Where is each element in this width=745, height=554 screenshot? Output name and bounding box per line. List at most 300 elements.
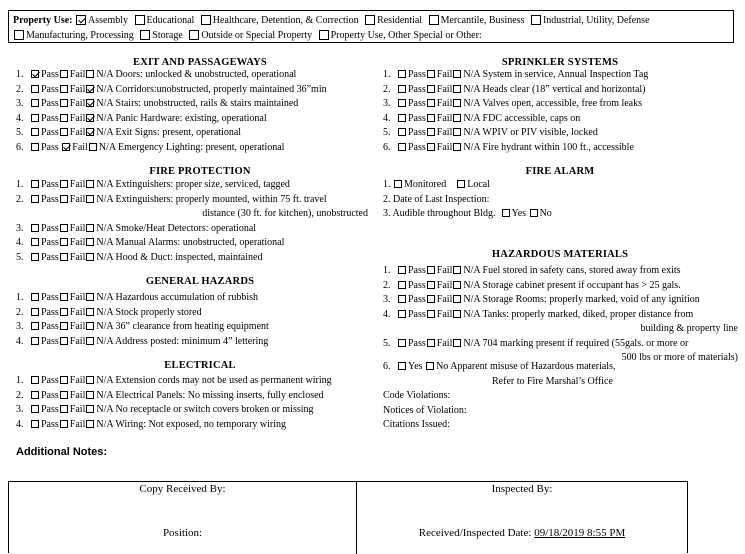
fail-checkbox[interactable] (427, 128, 435, 136)
item-number: 3. (16, 321, 24, 332)
na-checkbox[interactable] (86, 322, 94, 330)
sprinkler-row (383, 126, 648, 141)
item-number: 2. (383, 83, 391, 95)
item-number: 4. (16, 335, 24, 347)
pass-label: Pass (408, 141, 426, 153)
sprinkler-row (383, 141, 648, 156)
property-use-option-label: Mercantile, Business (440, 15, 525, 26)
fail-label: Fail (69, 251, 86, 263)
pass-checkbox[interactable] (398, 114, 406, 122)
fire-alarm-row-3 (383, 207, 552, 222)
exit-item-text: Doors: unlocked & unobstructed, operational (115, 69, 297, 80)
fail-checkbox[interactable] (427, 266, 435, 274)
pass-label: Pass (408, 83, 426, 95)
fail-checkbox[interactable] (60, 405, 68, 413)
item-number: 6. (383, 141, 391, 153)
item-number: 5. (383, 337, 391, 349)
pass-checkbox[interactable] (31, 293, 39, 301)
sprinkler-row (383, 97, 648, 112)
pass-checkbox[interactable] (31, 128, 39, 136)
na-label: N/A (96, 69, 114, 80)
na-label: N/A (463, 265, 481, 276)
item-number: 5. (16, 251, 24, 263)
hazmat-item-text: Storage Rooms: properly marked, void of any ignition (482, 294, 700, 305)
fail-checkbox[interactable] (60, 180, 68, 188)
sprinkler-list (383, 68, 648, 155)
fire-protection-item-text: Extinguishers: proper size, serviced, tagged (115, 179, 290, 190)
pass-label: Pass (41, 69, 59, 80)
fail-checkbox[interactable] (60, 224, 68, 232)
general-hazards-row (16, 335, 269, 350)
general-hazards-item-text: 36” clearance from heating equipment (115, 321, 269, 332)
fail-checkbox[interactable] (60, 238, 68, 246)
fail-checkbox[interactable] (427, 295, 435, 303)
pass-label: Pass (41, 237, 59, 248)
audible-label: 3. Audible throughout Bldg. (383, 208, 496, 219)
na-checkbox[interactable] (453, 114, 461, 122)
item-number: 3. (383, 294, 391, 305)
hazmat-list (383, 264, 738, 366)
electrical-row (16, 389, 332, 404)
hazmat-row-continued (383, 322, 738, 337)
general-hazards-row (16, 320, 269, 335)
fail-checkbox[interactable] (60, 337, 68, 345)
pass-label: Pass (408, 98, 426, 109)
property-use-option-label: Educational (146, 15, 195, 26)
na-label: N/A (463, 127, 481, 138)
hazmat-title: HAZARDOUS MATERIALS (491, 249, 629, 260)
exit-item-text: Corridors:unobstructed, properly maintained 36”min (115, 83, 327, 95)
na-label: N/A (96, 222, 114, 234)
fail-label: Fail (436, 98, 453, 109)
property-use-option (530, 15, 650, 26)
item-number: 1. (16, 375, 24, 386)
na-label: N/A (96, 306, 114, 318)
signature-right-cell (357, 482, 687, 554)
signature-table (8, 481, 688, 553)
na-label: N/A (463, 308, 481, 320)
fail-label: Fail (436, 279, 453, 291)
property-use-option (134, 15, 195, 26)
audible-yes-label: Yes (511, 208, 527, 219)
pass-checkbox[interactable] (31, 376, 39, 384)
electrical-item-text: No receptacle or switch covers broken or missing (115, 404, 314, 415)
property-use-checkbox[interactable] (201, 15, 211, 25)
exit-item-text: Emergency Lighting: present, operational (118, 141, 285, 153)
exit-item-text: Exit Signs: present, operational (115, 127, 242, 138)
misuse-text: Apparent misuse of Hazardous materials, (450, 361, 616, 372)
fail-label: Fail (69, 193, 86, 205)
item-number: 2. (383, 279, 391, 291)
pass-label: Pass (408, 69, 426, 80)
position-label: Position: (162, 527, 203, 539)
na-label: N/A (463, 337, 481, 349)
fail-label: Fail (69, 179, 86, 190)
pass-label: Pass (41, 83, 59, 95)
fail-checkbox[interactable] (60, 308, 68, 316)
fail-checkbox[interactable] (60, 420, 68, 428)
na-label: N/A (463, 141, 481, 153)
pass-checkbox[interactable] (398, 266, 406, 274)
na-checkbox[interactable] (86, 85, 94, 93)
fail-checkbox[interactable] (60, 322, 68, 330)
fire-protection-row (16, 222, 368, 237)
item-number: 1. (383, 179, 391, 190)
na-label: N/A (96, 98, 114, 109)
fail-checkbox[interactable] (60, 114, 68, 122)
hazmat-row (383, 293, 738, 308)
na-checkbox[interactable] (89, 143, 97, 151)
item-number: 1. (383, 69, 391, 80)
na-label: N/A (96, 127, 114, 138)
na-checkbox[interactable] (86, 224, 94, 232)
pass-checkbox[interactable] (31, 143, 39, 151)
na-checkbox[interactable] (453, 310, 461, 318)
fail-checkbox[interactable] (427, 85, 435, 93)
sprinkler-item-text: System in service, Annual Inspection Tag (482, 69, 649, 80)
pass-label: Pass (41, 375, 59, 386)
local-checkbox[interactable] (457, 180, 465, 188)
fire-protection-item-text-2: distance (30 ft. for kitchen), unobstructed (202, 208, 368, 219)
item-number: 6. (383, 361, 391, 372)
na-checkbox[interactable] (86, 420, 94, 428)
pass-checkbox[interactable] (31, 114, 39, 122)
hazmat-row (383, 337, 738, 352)
fail-label: Fail (69, 98, 86, 109)
na-checkbox[interactable] (86, 238, 94, 246)
monitored-checkbox[interactable] (394, 180, 402, 188)
item-number: 2. (16, 83, 24, 95)
fail-checkbox[interactable] (60, 253, 68, 261)
na-checkbox[interactable] (86, 391, 94, 399)
pass-checkbox[interactable] (31, 308, 39, 316)
na-checkbox[interactable] (86, 337, 94, 345)
pass-checkbox[interactable] (31, 391, 39, 399)
pass-checkbox[interactable] (31, 405, 39, 413)
na-checkbox[interactable] (86, 114, 94, 122)
exit-row (16, 112, 327, 127)
pass-checkbox[interactable] (31, 180, 39, 188)
fail-checkbox[interactable] (60, 376, 68, 384)
electrical-item-text: Wiring: Not exposed, no temporary wiring (115, 418, 287, 430)
hazmat-item-6 (383, 360, 738, 389)
fail-label: Fail (69, 237, 86, 248)
pass-label: Pass (41, 251, 59, 263)
fail-checkbox[interactable] (62, 143, 70, 151)
fail-checkbox[interactable] (60, 99, 68, 107)
fail-checkbox[interactable] (427, 310, 435, 318)
code-violations-label: Code Violations: (383, 390, 451, 401)
fire-protection-item-text: Manual Alarms: unobstructed, operational (115, 237, 285, 248)
inspection-date-row (357, 527, 687, 539)
pass-label: Pass (41, 335, 59, 347)
na-checkbox[interactable] (86, 70, 94, 78)
property-use-option-label: Property Use, Other Special or Other: (330, 30, 482, 41)
pass-label: Pass (41, 222, 59, 234)
fail-label: Fail (436, 69, 453, 80)
na-checkbox[interactable] (453, 339, 461, 347)
additional-notes-label: Additional Notes: (16, 446, 108, 458)
fail-label: Fail (69, 335, 86, 347)
fail-checkbox[interactable] (60, 391, 68, 399)
na-label: N/A (96, 83, 114, 95)
pass-label: Pass (408, 112, 426, 124)
exit-row (16, 83, 327, 98)
fire-protection-row (16, 251, 368, 266)
exit-row (16, 68, 327, 83)
pass-checkbox[interactable] (398, 85, 406, 93)
violations-block (383, 389, 467, 433)
pass-checkbox[interactable] (31, 70, 39, 78)
pass-label: Pass (41, 179, 59, 190)
general-hazards-row (16, 306, 269, 321)
item-number: 2. (16, 389, 24, 401)
pass-checkbox[interactable] (398, 339, 406, 347)
fail-checkbox[interactable] (427, 339, 435, 347)
pass-label: Pass (408, 337, 426, 349)
fail-checkbox[interactable] (427, 99, 435, 107)
pass-checkbox[interactable] (31, 99, 39, 107)
item-number: 2. (16, 193, 24, 205)
na-label: N/A (96, 112, 114, 124)
property-use-option (139, 30, 183, 41)
citations-issued-label: Citations Issued: (383, 419, 450, 430)
fail-label: Fail (436, 337, 453, 349)
fire-alarm-block (383, 178, 552, 222)
pass-checkbox[interactable] (31, 195, 39, 203)
pass-checkbox[interactable] (31, 224, 39, 232)
pass-label: Pass (41, 418, 59, 430)
pass-checkbox[interactable] (398, 281, 406, 289)
hazmat-item-text: Tanks: properly marked, diked, proper distance from (482, 308, 694, 320)
na-label: N/A (96, 389, 114, 401)
item-number: 4. (16, 237, 24, 248)
hazmat-item-text: Fuel stored in safety cans, stored away from exits (482, 265, 681, 276)
na-checkbox[interactable] (453, 266, 461, 274)
hazmat-item-text: 704 marking present if required (55gals. or more or (482, 337, 689, 349)
na-checkbox[interactable] (453, 85, 461, 93)
fail-label: Fail (69, 306, 86, 318)
na-label: N/A (463, 279, 481, 291)
property-use-checkbox[interactable] (135, 15, 145, 25)
item-number: 1. (16, 292, 24, 303)
property-use-option (364, 15, 422, 26)
property-use-checkbox[interactable] (189, 30, 199, 40)
sprinkler-row (383, 68, 648, 83)
inspection-date-value: 09/18/2019 8:55 PM (534, 527, 626, 539)
property-use-option (318, 30, 482, 41)
fire-protection-row (16, 193, 368, 208)
pass-label: Pass (41, 98, 59, 109)
pass-checkbox[interactable] (31, 238, 39, 246)
property-use-checkbox[interactable] (140, 30, 150, 40)
fail-checkbox[interactable] (427, 114, 435, 122)
inspection-date-label: Received/Inspected Date: (418, 527, 532, 539)
property-use-option-label: Industrial, Utility, Defense (542, 15, 650, 26)
fire-protection-item-text: Smoke/Heat Detectors: operational (115, 222, 257, 234)
exit-row (16, 97, 327, 112)
na-checkbox[interactable] (86, 293, 94, 301)
fire-protection-title: FIRE PROTECTION (149, 166, 251, 177)
na-label: N/A (96, 292, 114, 303)
general-hazards-title: GENERAL HAZARDS (145, 276, 255, 287)
exit-item-text: Stairs: unobstructed, rails & stairs maintained (115, 98, 299, 109)
fail-checkbox[interactable] (60, 85, 68, 93)
pass-label: Pass (408, 265, 426, 276)
fail-label: Fail (69, 69, 86, 80)
last-inspection-date-label: 2. Date of Last Inspection: (383, 193, 490, 205)
general-hazards-item-text: Hazardous accumulation of rubbish (115, 292, 258, 303)
electrical-row (16, 418, 332, 433)
property-use-checkbox[interactable] (429, 15, 439, 25)
fail-label: Fail (436, 83, 453, 95)
na-checkbox[interactable] (86, 128, 94, 136)
na-label: N/A (463, 112, 481, 124)
property-use-option (200, 15, 359, 26)
pass-label: Pass (41, 389, 59, 401)
fail-checkbox[interactable] (427, 70, 435, 78)
property-use-checkbox[interactable] (365, 15, 375, 25)
audible-no-checkbox[interactable] (530, 209, 538, 217)
sprinkler-item-text: Fire hydrant within 100 ft., accessible (482, 141, 634, 153)
misuse-no-checkbox[interactable] (426, 362, 434, 370)
na-checkbox[interactable] (453, 99, 461, 107)
na-label: N/A (96, 251, 114, 263)
fail-checkbox[interactable] (60, 128, 68, 136)
audible-no-label: No (539, 208, 552, 219)
na-checkbox[interactable] (453, 128, 461, 136)
inspected-by-label: Inspected By: (491, 483, 553, 495)
property-use-option-label: Manufacturing, Processing (26, 30, 134, 41)
na-checkbox[interactable] (86, 308, 94, 316)
sprinkler-item-text: WPIV or PIV visible, locked (482, 127, 598, 138)
fail-label: Fail (69, 292, 86, 303)
pass-checkbox[interactable] (398, 310, 406, 318)
audible-yes-checkbox[interactable] (502, 209, 510, 217)
na-label: N/A (98, 141, 116, 153)
fail-checkbox[interactable] (427, 281, 435, 289)
fail-label: Fail (69, 404, 86, 415)
fire-protection-row-continued (16, 207, 368, 222)
property-use-option (428, 15, 525, 26)
misuse-yes-checkbox[interactable] (398, 362, 406, 370)
na-checkbox[interactable] (86, 405, 94, 413)
pass-label: Pass (41, 193, 59, 205)
fire-protection-list (16, 178, 368, 265)
fail-label: Fail (69, 112, 86, 124)
na-checkbox[interactable] (453, 143, 461, 151)
property-use-option-label: Assembly (88, 15, 129, 26)
na-checkbox[interactable] (453, 70, 461, 78)
pass-label: Pass (408, 294, 426, 305)
na-checkbox[interactable] (86, 195, 94, 203)
item-number: 6. (16, 141, 24, 153)
fail-label: Fail (69, 127, 86, 138)
pass-checkbox[interactable] (31, 420, 39, 428)
electrical-row (16, 374, 332, 389)
exit-row (16, 126, 327, 141)
pass-label: Pass (41, 292, 59, 303)
pass-checkbox[interactable] (398, 295, 406, 303)
na-label: N/A (96, 404, 114, 415)
na-label: N/A (463, 69, 481, 80)
property-use-checkbox[interactable] (531, 15, 541, 25)
na-checkbox[interactable] (453, 295, 461, 303)
pass-checkbox[interactable] (398, 143, 406, 151)
fire-protection-row (16, 236, 368, 251)
hazmat-item-text-2: 500 lbs or more of materials) (621, 352, 738, 363)
electrical-item-text: Extension cords may not be used as permanent wiring (115, 375, 332, 386)
fire-protection-item-text: Hood & Duct: inspected, maintained (115, 251, 263, 263)
monitored-label: Monitored (404, 179, 447, 190)
pass-label: Pass (41, 127, 59, 138)
pass-checkbox[interactable] (31, 85, 39, 93)
property-use-checkbox[interactable] (14, 30, 24, 40)
property-use-checkbox[interactable] (319, 30, 329, 40)
notices-of-violation-label: Notices of Violation: (383, 404, 467, 416)
pass-checkbox[interactable] (31, 322, 39, 330)
fail-label: Fail (69, 321, 86, 332)
item-number: 2. (16, 306, 24, 318)
sprinkler-row (383, 112, 648, 127)
general-hazards-item-text: Stock properly stored (115, 306, 202, 318)
item-number: 3. (16, 222, 24, 234)
pass-label: Pass (41, 141, 59, 153)
electrical-row (16, 403, 332, 418)
pass-checkbox[interactable] (31, 337, 39, 345)
pass-label: Pass (41, 306, 59, 318)
pass-checkbox[interactable] (31, 253, 39, 261)
fail-label: Fail (436, 308, 453, 320)
pass-checkbox[interactable] (398, 99, 406, 107)
na-checkbox[interactable] (86, 376, 94, 384)
item-number: 5. (383, 127, 391, 138)
fail-label: Fail (436, 265, 453, 276)
fire-protection-item-text: Extinguishers: properly mounted, within 75 ft. travel (115, 193, 327, 205)
item-number: 1. (383, 265, 391, 276)
item-number: 4. (383, 112, 391, 124)
property-use-checkbox[interactable] (76, 15, 86, 25)
na-checkbox[interactable] (86, 99, 94, 107)
general-hazards-list (16, 291, 269, 349)
property-use-option-label: Residential (377, 15, 423, 26)
property-use-option (188, 30, 312, 41)
na-checkbox[interactable] (86, 253, 94, 261)
na-checkbox[interactable] (86, 180, 94, 188)
signature-left-cell (9, 482, 357, 554)
na-checkbox[interactable] (453, 281, 461, 289)
fail-checkbox[interactable] (60, 195, 68, 203)
item-number: 3. (16, 98, 24, 109)
fail-checkbox[interactable] (60, 293, 68, 301)
na-label: N/A (96, 418, 114, 430)
exit-row (16, 141, 327, 156)
fail-checkbox[interactable] (427, 143, 435, 151)
na-label: N/A (96, 237, 114, 248)
fail-label: Fail (69, 418, 86, 430)
sprinkler-row (383, 83, 648, 98)
general-hazards-row (16, 291, 269, 306)
sprinkler-item-text: Heads clear (18” vertical and horizontal) (482, 83, 646, 95)
item-number: 4. (383, 308, 391, 320)
fail-checkbox[interactable] (60, 70, 68, 78)
item-number: 1. (16, 179, 24, 190)
exit-title: EXIT AND PASSAGEWAYS (133, 57, 267, 68)
na-label: N/A (96, 375, 114, 386)
pass-label: Pass (408, 127, 426, 138)
pass-checkbox[interactable] (398, 128, 406, 136)
pass-checkbox[interactable] (398, 70, 406, 78)
